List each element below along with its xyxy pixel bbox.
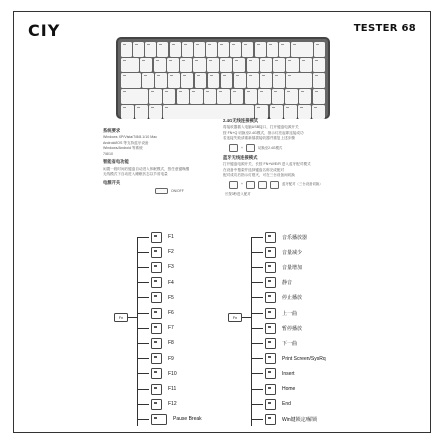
fn-legend-label: 停止播放 [282,295,303,302]
keycap [255,42,266,57]
key-icon [151,384,162,395]
section-title: 蓝牙无线连接模式 [223,154,258,160]
branch-line [137,389,149,390]
combo-bluetooth: + 蓝牙配对（三台设备切换） [229,181,341,189]
key-icon [265,232,276,243]
keycap [181,73,193,88]
keycap [177,89,189,104]
instruction-line: Windows XP/Vista/7/8/8.1/10 Mac [103,135,158,140]
key-icon [265,308,276,319]
fn-legend-label: F8 [168,340,174,347]
fn-legend-row [251,276,292,290]
branch-line [251,297,263,298]
fn-legend-row [137,260,174,274]
key-icon [265,384,276,395]
q-key-icon [246,144,255,152]
key-icon [265,399,276,410]
keycap [313,89,325,104]
keycap [135,105,148,120]
keycap [121,89,148,104]
branch-line [137,313,149,314]
branch-line [137,373,149,374]
keycap [190,89,202,104]
fn-legend-row [137,276,174,290]
keycap [170,42,181,57]
power-switch-icon [155,188,168,194]
keyboard-row [121,58,325,73]
branch-line [137,404,149,405]
key-icon [151,323,162,334]
fn-legend-label: Win键锁定/解锁 [282,416,318,423]
keycap [298,105,311,120]
instruction-line: 将接收器插入电脑USB接口，打开键盘电源开关 [223,125,299,130]
keyboard-row [121,89,325,104]
branch-line [251,343,263,344]
combo-pairing [225,192,341,197]
keycap [121,58,139,73]
keycap [299,89,311,104]
w-key-icon [246,181,255,189]
branch-line [137,358,149,359]
keycap [284,105,297,120]
fn-key-icon [229,144,238,152]
branch-line [137,328,149,329]
keycap [206,42,217,57]
keycap [267,42,278,57]
fn-legend-label: F3 [168,264,174,271]
fn-legend-label: F7 [168,325,174,332]
r-key-icon [270,181,279,189]
branch-line [137,267,149,268]
key-icon [151,414,167,425]
keycap [300,58,312,73]
key-icon [151,338,162,349]
keycap [247,73,259,88]
branch-line [251,389,263,390]
key-icon [151,247,162,258]
keycap [258,89,270,104]
branch-line [137,419,149,420]
key-icon [265,277,276,288]
key-icon [265,292,276,303]
keycap [279,42,290,57]
key-icon [265,353,276,364]
keycap [291,42,313,57]
keycap [221,73,233,88]
branch-line [251,282,263,283]
keycap [142,73,154,88]
fn-legend-label: Pause Break [173,416,202,423]
fn-legend-row [251,321,302,335]
fn-legend-row [251,260,302,274]
fn-legend-row [251,336,297,350]
branch-line [137,252,149,253]
key-icon [151,232,162,243]
instruction-line: 闲置一段时间后键盘自动进入休眠模式，按任意键唤醒 [103,166,190,171]
fn-legend-label: 音量减少 [282,249,303,256]
keycap [204,89,216,104]
branch-line [251,404,263,405]
fn-legend-row [251,382,295,396]
fn-legend-row [251,230,307,244]
instruction-line: Windows/Android 等系统 [103,146,143,151]
keycap [195,73,207,88]
keycap [247,58,259,73]
fn-legend-label: F1 [168,234,174,240]
fn-key-badge: Fn [228,313,242,322]
fn-legend-label: Home [282,386,296,392]
key-icon [151,368,162,379]
combo-2-4g: + 切换至2.4G模式 [229,144,341,152]
keycap [194,42,205,57]
keycap [286,58,298,73]
keycap [273,58,285,73]
keycap [313,73,325,88]
combo-label: 切换至2.4G模式 [257,145,283,150]
branch-line [251,313,263,314]
fn-legend-row [251,291,302,305]
keycap [312,105,325,120]
fn-legend-row [137,367,177,381]
keycap [273,73,285,88]
keycap [233,58,245,73]
fn-legend-label: F12 [168,401,177,408]
fn-legend-row [137,321,174,335]
key-icon [151,353,162,364]
keycap [145,42,156,57]
branch-line [251,419,263,420]
fn-legend-label: F5 [168,294,174,301]
fn-legend-label: F6 [168,310,174,316]
power-switch [155,188,215,194]
left-instructions [103,129,215,197]
keyboard-row [121,42,325,57]
fn-legend-row [137,397,177,411]
instruction-line: 若连接失败请重新插拔接收器并重复上述步骤 [223,136,295,141]
e-key-icon [258,181,267,189]
keycap [217,89,229,104]
fn-legend-label: F9 [168,355,174,362]
fn-legend-label: 下一曲 [282,340,298,347]
fn-legend-label: F2 [168,249,174,256]
keycap [157,42,168,57]
keycap [155,73,167,88]
keycap [208,73,220,88]
keycap [286,73,312,88]
keycap [140,58,152,73]
keycap [121,105,134,120]
instruction-line: 配对成功后指示灯熄灭，可在三台设备间切换 [223,173,295,178]
combo-label: 蓝牙配对（三台设备切换） [281,182,323,187]
fn-legend-label: F10 [168,370,177,377]
keycap [260,58,272,73]
fn-legend-label: Print Screen/SysRq [282,355,326,362]
fn-legend-row [251,367,295,381]
branch-line [251,267,263,268]
keycap [182,42,193,57]
instruction-line: 在设备中搜索并选择键盘名称完成配对 [223,167,285,172]
branch-line [137,237,149,238]
keycap [272,89,284,104]
keycap [193,58,205,73]
branch-line [251,237,263,238]
branch-line [251,358,263,359]
branch-line [137,282,149,283]
brand-logo: CIY [28,21,61,40]
fn-legend-label: 静音 [282,280,293,287]
instruction-line: 打开键盘电源开关，长按 FN+W/E/R 进入蓝牙配对模式 [223,161,311,166]
keycap [313,58,325,73]
fn-legend-row [137,412,202,426]
section-title: 2.4G无线连接模式 [223,118,259,123]
instruction-line: 无线模式下自动进入睡眠状态以节省电量 [103,172,168,177]
fn-legend-row [251,306,297,320]
keycap [231,89,243,104]
fn-legend-row [137,352,174,366]
keyboard-row [121,73,325,88]
keycap [180,58,192,73]
keycap [168,73,180,88]
fn-key-icon [229,181,238,189]
key-icon [265,414,276,425]
fn-legend-label: 音乐播放器 [282,234,308,241]
keycap [285,89,297,104]
right-instructions [223,119,341,199]
model-title: TESTER 68 [353,23,416,34]
fn-legend-label: 音量增加 [282,264,303,271]
fn-legend-row [137,245,174,259]
key-icon [265,368,276,379]
keycap [314,42,325,57]
keycap [245,89,257,104]
fn-legend-label: 暂停播放 [282,325,303,332]
keycap [121,73,141,88]
fn-legend-row [251,412,317,426]
fn-legend-row [251,352,326,366]
fn-legend-label: F11 [168,386,177,392]
keycap [163,89,175,104]
fn-legend-label: End [282,401,291,408]
keycap [242,42,253,57]
fn-legend-label: 上一曲 [282,310,298,317]
keycap [234,73,246,88]
fn-legend-row [137,336,174,350]
instruction-line: 按 FN+Q 切换至2.4G模式，指示灯亮起即连接成功 [223,130,304,135]
keyboard-illustration [116,37,330,119]
fn-legend-label: F4 [168,279,174,286]
key-icon [151,262,162,273]
keycap [207,58,219,73]
fn-legend-row [137,382,176,396]
instruction-line: 7/8/10 [103,151,113,156]
branch-line [137,297,149,298]
keycap [121,42,132,57]
key-icon [265,338,276,349]
keycap [220,58,232,73]
fn-legend-label: Insert [282,370,295,377]
section-title: 电源开关 [103,179,121,185]
power-switch-label: ON/OFF [171,189,184,194]
section-title: 智能省电功能 [103,159,129,165]
keycap [149,89,161,104]
key-icon [151,277,162,288]
instruction-line: Android/iOS 等支持蓝牙设备 [103,140,149,145]
branch-line [137,343,149,344]
fn-key-badge: Fn [114,313,128,322]
branch-line [251,373,263,374]
fn-legend-row [251,397,291,411]
fn-legend-row [137,291,174,305]
keycap [230,42,241,57]
keycap [218,42,229,57]
keycap [149,105,162,120]
fn-legend-row [251,245,302,259]
keycap [270,105,283,120]
key-icon [265,262,276,273]
keycap [167,58,179,73]
key-icon [151,292,162,303]
key-icon [151,308,162,319]
section-title: 系统要求 [103,128,121,133]
branch-line [251,328,263,329]
fn-legend-row [137,230,174,244]
keycap [133,42,144,57]
combo-label: 长按3秒进入配对 [225,191,251,196]
keycap [154,58,166,73]
key-icon [151,399,162,410]
key-icon [265,247,276,258]
branch-line [251,252,263,253]
fn-legend-row [137,306,174,320]
manual-sheet [13,11,431,433]
keycap [260,73,272,88]
key-icon [265,323,276,334]
